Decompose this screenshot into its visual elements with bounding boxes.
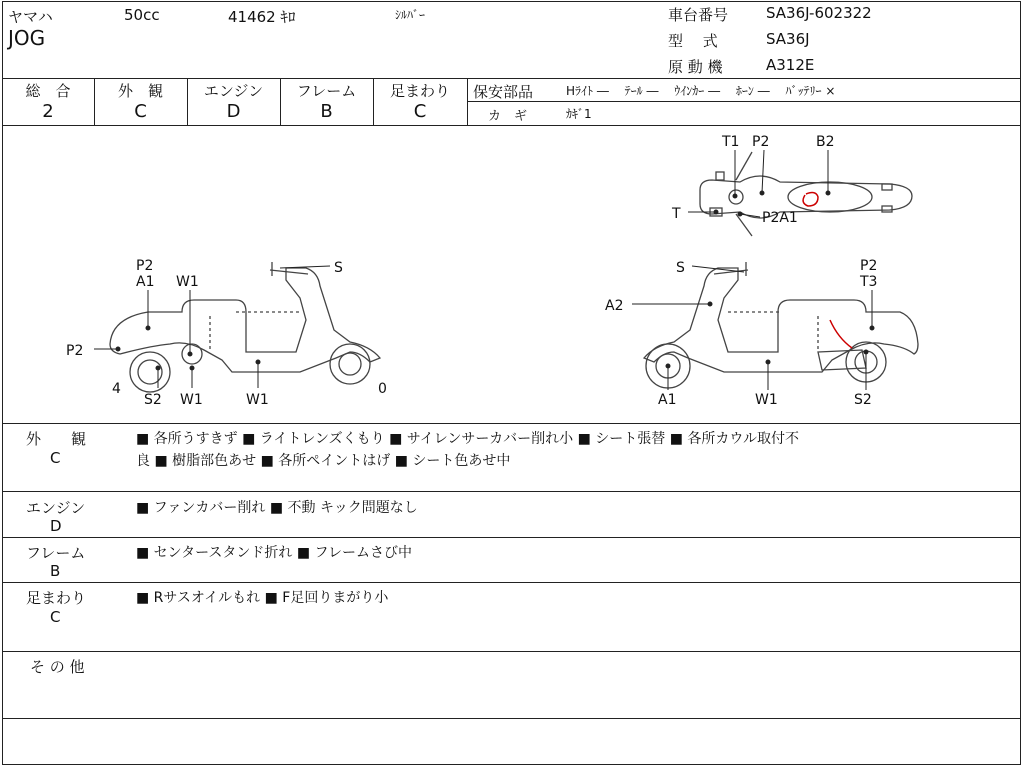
frame-number: SA36J-602322 bbox=[766, 4, 872, 22]
divider bbox=[467, 101, 1021, 102]
label-p2: P2 bbox=[66, 343, 84, 359]
label-0: 0 bbox=[378, 381, 387, 397]
key-value: ｶｷﾞ1 bbox=[566, 107, 592, 121]
model-name: JOG bbox=[8, 26, 46, 50]
divider bbox=[2, 537, 1021, 538]
divider bbox=[2, 491, 1021, 492]
key-label: カ ギ bbox=[488, 109, 528, 124]
suspension-notes-text: ■ Rサスオイルもれ ■ F足回りまがり小 bbox=[136, 590, 389, 606]
suspension-grade: C bbox=[413, 101, 427, 122]
label-t: T bbox=[672, 206, 681, 222]
displacement: 50cc bbox=[124, 6, 160, 24]
label-p2: P2 bbox=[860, 258, 878, 274]
label-p2: P2 bbox=[752, 134, 770, 150]
label-4: 4 bbox=[112, 381, 121, 397]
label-p2a1: P2A1 bbox=[762, 210, 798, 226]
overall-grade: 2 bbox=[42, 101, 54, 122]
type-label: 型 式 bbox=[668, 32, 718, 50]
label-w1: W1 bbox=[755, 392, 778, 408]
safety-parts-items: Hﾗｲﾄ ― ﾃｰﾙ ― ｳｲﾝｶｰ ― ﾎｰﾝ ― ﾊﾞｯﾃﾘｰ × bbox=[566, 84, 836, 98]
frame-label: フレーム bbox=[296, 82, 357, 100]
frame-notes-grade: B bbox=[50, 562, 61, 580]
label-s: S bbox=[334, 260, 343, 276]
label-t1: T1 bbox=[722, 134, 740, 150]
label-b2: B2 bbox=[816, 134, 835, 150]
divider bbox=[2, 78, 1021, 79]
label-w1: W1 bbox=[246, 392, 269, 408]
suspension-notes-grade: C bbox=[50, 608, 61, 626]
engine-label: エンジン bbox=[203, 82, 264, 100]
exterior-grade: C bbox=[134, 101, 147, 122]
engine-notes-grade: D bbox=[50, 517, 62, 535]
engine-grade: D bbox=[226, 101, 241, 122]
divider bbox=[2, 651, 1021, 652]
label-a2: A2 bbox=[605, 298, 624, 314]
frame-notes-text: ■ センタースタンド折れ ■ フレームさび中 bbox=[136, 545, 412, 561]
frame-number-label: 車台番号 bbox=[668, 6, 729, 24]
frame-grade: B bbox=[320, 101, 333, 122]
exterior-label: 外 観 bbox=[117, 82, 163, 100]
label-w1: W1 bbox=[180, 392, 203, 408]
exterior-notes-line2: 良 ■ 樹脂部色あせ ■ 各所ペイントはげ ■ シート色あせ中 bbox=[136, 453, 511, 469]
divider bbox=[2, 423, 1021, 424]
other-notes-title: そ の 他 bbox=[30, 658, 85, 676]
suspension-notes-title: 足まわり bbox=[26, 589, 87, 607]
mileage: 41462 ｷﾛ bbox=[228, 8, 296, 26]
exterior-notes-title: 外 観 bbox=[26, 430, 87, 448]
label-a1: A1 bbox=[658, 392, 677, 408]
engine-notes-title: エンジン bbox=[26, 499, 86, 517]
engine-notes-text: ■ ファンカバー削れ ■ 不動 キック問題なし bbox=[136, 500, 418, 516]
engine-model: A312E bbox=[766, 56, 815, 74]
suspension-label: 足まわり bbox=[389, 82, 450, 100]
label-p2: P2 bbox=[136, 258, 154, 274]
frame-notes-title: フレーム bbox=[26, 544, 86, 562]
label-a1: A1 bbox=[136, 274, 155, 290]
label-t3: T3 bbox=[860, 274, 878, 290]
body-color: ｼﾙﾊﾞｰ bbox=[395, 8, 426, 22]
label-s2: S2 bbox=[144, 392, 162, 408]
exterior-notes-line1: ■ 各所うすきず ■ ライトレンズくもり ■ サイレンサーカバー削れ小 ■ シート張替 ■ 各所カウル取付不 bbox=[136, 431, 799, 447]
divider bbox=[467, 78, 468, 125]
safety-parts-label: 保安部品 bbox=[473, 83, 534, 101]
overall-label: 総 合 bbox=[25, 82, 71, 100]
type-value: SA36J bbox=[766, 30, 810, 48]
exterior-notes-grade: C bbox=[50, 449, 61, 467]
damage-diagram bbox=[0, 126, 1024, 422]
maker: ヤマハ bbox=[8, 8, 53, 26]
label-s2: S2 bbox=[854, 392, 872, 408]
engine-model-label: 原 動 機 bbox=[668, 58, 723, 76]
divider bbox=[2, 718, 1021, 719]
label-s: S bbox=[676, 260, 685, 276]
divider bbox=[2, 582, 1021, 583]
label-w1: W1 bbox=[176, 274, 199, 290]
